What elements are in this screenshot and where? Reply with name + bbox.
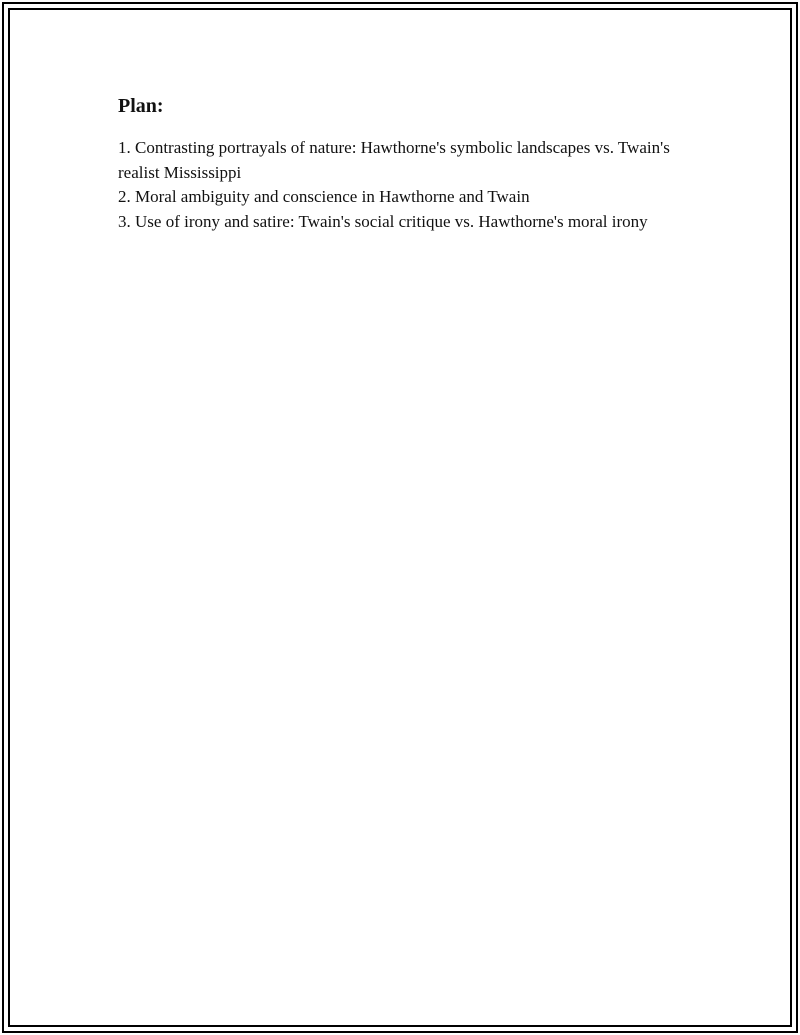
- plan-list: [118, 136, 678, 234]
- plan-item-1: 1. Contrasting portrayals of nature: Hawthorne's symbolic landscapes vs. Twain's realist Mississippi: [118, 138, 670, 182]
- document-content: [118, 92, 678, 234]
- plan-heading: Plan:: [118, 95, 164, 117]
- plan-item-2: 2. Moral ambiguity and conscience in Hawthorne and Twain: [118, 187, 530, 206]
- plan-item-3: 3. Use of irony and satire: Twain's social critique vs. Hawthorne's moral irony: [118, 211, 648, 231]
